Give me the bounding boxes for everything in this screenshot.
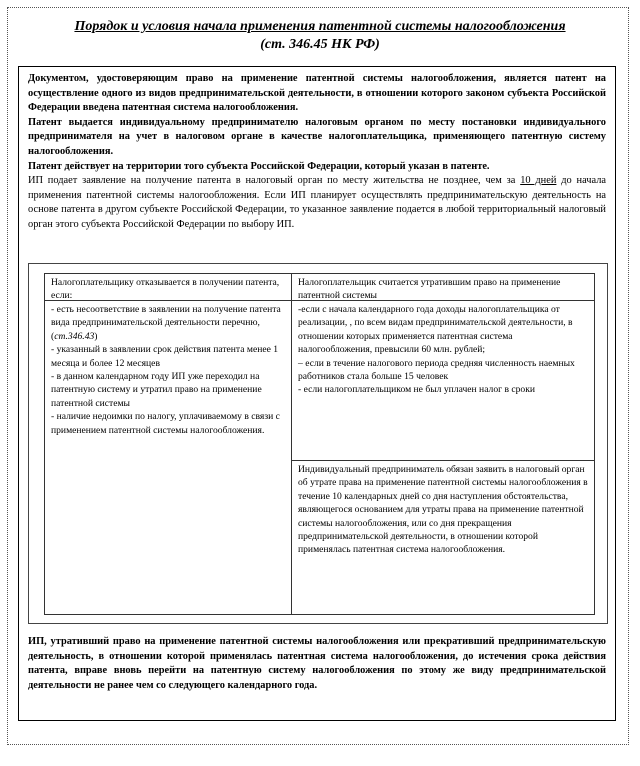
loss-of-right-conditions-cell [291,300,595,461]
refusal-reason-item: - указанный в заявлении срок действия патента менее 1 месяца и более 12 месяцев [51,344,279,369]
deadline-days: 10 дней [520,175,557,187]
loss-condition-item: – если в течение налогового периода средняя численность наемных работников стала больше 15 человек [298,357,575,383]
refusal-reason-item: - в данном календарном году ИП уже переходил на патентную систему и утратил право на применение патентной системы [51,371,262,409]
refusal-reasons-cell [44,300,292,615]
refusal-reason-item: - есть несоответствие в заявлении на получение патента вида предпринимательской деятельности перечню, (ст.346.43) [51,304,281,342]
intro-paragraph-3: Патент действует на территории того субъекта Российской Федерации, который указан в патенте. [28,160,490,172]
table-header-refusal-text: Налогоплательщику отказывается в получении патента, если: [51,277,280,302]
notification-obligation-cell [291,460,595,615]
title-line-2: (ст. 346.45 НК РФ) [260,37,380,52]
title-line-1: Порядок и условия начала применения патентной системы налогообложения [74,19,566,34]
loss-condition-item: - если налогоплательщиком не был уплачен налог в сроки [298,384,536,396]
intro-paragraph-2: Патент выдается индивидуальному предпринимателю налоговым органом по месту постановки индивидуального предпринимателя на учет в налоговом органе в качестве налогоплательщика, применяющего патентную систему налогообложения. [28,116,606,157]
closing-text [28,635,606,693]
intro-paragraph-4 [28,174,606,232]
intro-paragraph-4-end: до начала применения патентной системы налогообложения. Если ИП планирует осуществлять предпринимательскую деятельность на основе патента в другом субъекте Российской Федерации, то указанное заявление подается в любой территориальный налоговый орган этого субъекта Российской Федерации по выбору ИП. [28,175,606,230]
intro-paragraph-1: Документом, удостоверяющим право на применение патентной системы налогообложения, является патент на осуществление одного из видов предпринимательской деятельности, в отношении которого законом субъекта Российской Федерации введена патентная система налогообложения. [28,73,606,114]
table-header-refusal [44,273,292,301]
loss-condition-item: -если с начала календарного года доходы налогоплательщика от реализации, , по всем видам предпринимательской деятельности, в отношении которых применяется патентная система налогообложения, превысили 60 млн. рублей; [298,304,573,356]
notification-obligation-text: Индивидуальный предприниматель обязан заявить в налоговый орган об утрате права на применение патентной системы налогообложения в течение 10 календарных дней со дня наступления обстоятельства, являющегося основанием для утраты права на применение патентной системы налогообложения, или со дня прекращения предпринимательской деятельности, в отношении которой применялась патентная система налогообложения. [298,464,588,556]
table-header-loss-of-right [291,273,595,301]
intro-paragraph-4-start: ИП подает заявление на получение патента в налоговый орган по месту жительства не позднее, чем за [28,175,521,187]
intro-text [28,72,606,233]
table-header-loss-of-right-text: Налогоплательщик считается утратившим право на применение патентной системы [298,277,561,302]
closing-paragraph: ИП, утративший право на применение патентной системы налогообложения или прекративший предпринимательскую деятельность, в отношении которой применялась патентная система налогообложения, до истечения срока действия патента, вправе вновь перейти на патентную систему налогообложения по этому же виду предпринимательской деятельности не ранее чем со следующего календарного года. [28,636,606,691]
refusal-reason-item: - наличие недоимки по налогу, уплачиваемому в связи с применением патентной системы налогообложения. [51,411,280,436]
document-title [20,18,620,54]
